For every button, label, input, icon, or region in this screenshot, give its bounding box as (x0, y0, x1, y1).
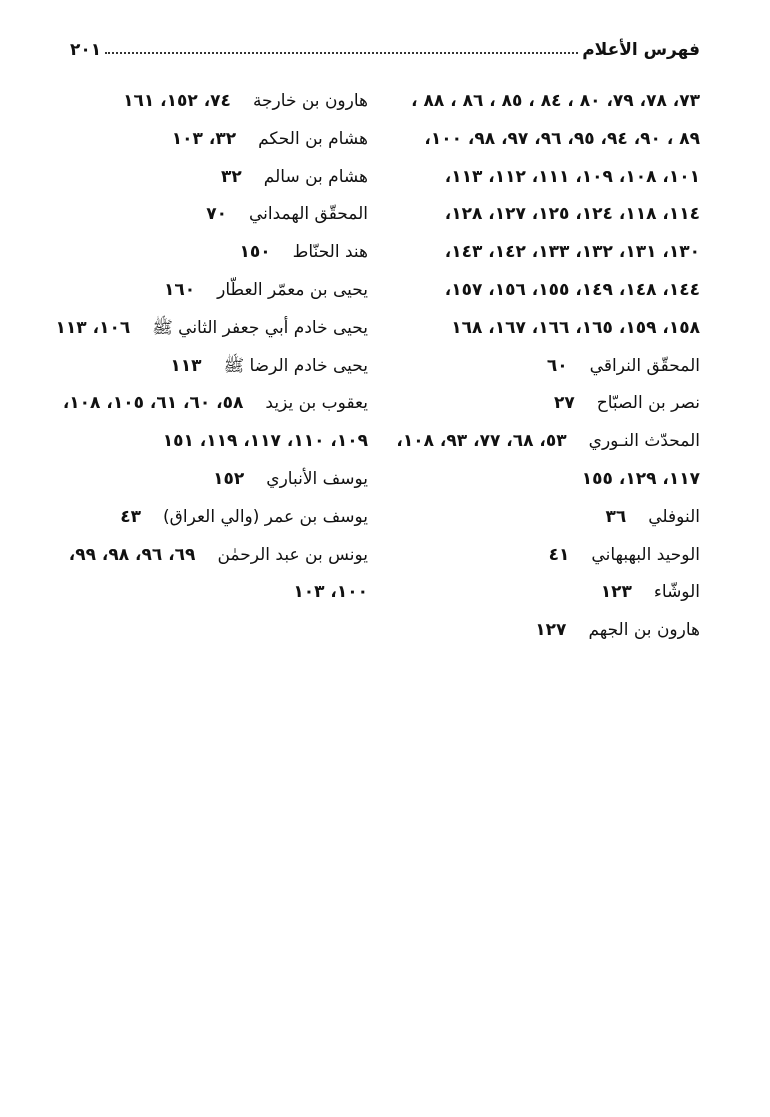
entry-name: يحيى خادم الرضا ﷺ (223, 355, 368, 376)
index-entry-continuation (370, 121, 700, 159)
entry-pages: ٤١ (548, 544, 570, 565)
entry-name: هارون بن الجهم (588, 620, 700, 641)
entry-pages: ٥٨، ٦٠، ٦١، ١٠٥، ١٠٨، (62, 393, 244, 414)
index-entry (370, 574, 700, 612)
index-entry (68, 83, 368, 121)
entry-name: نصر بن الصبّاح (596, 393, 700, 414)
entry-name: هارون بن خارجة (252, 91, 368, 111)
header-leader-dots (105, 52, 578, 54)
index-column-left (55, 83, 368, 612)
index-entry-continuation (370, 272, 700, 310)
entry-pages: ٣٢، ١٠٣ (171, 128, 237, 149)
entry-name: يوسف الأنباري (266, 468, 368, 489)
index-entry-continuation (68, 423, 368, 461)
entry-pages: ١٠٩، ١١٠، ١١٧، ١١٩، ١٥١ (162, 431, 368, 452)
entry-pages: ١١٧، ١٢٩، ١٥٥ (581, 468, 700, 489)
entry-pages: ٧٣، ٧٨، ٧٩، ٨٠ ، ٨٤ ، ٨٥ ، ٨٦ ، ٨٨ ، (411, 91, 700, 111)
index-entry (68, 196, 368, 234)
index-entry (370, 612, 700, 650)
index-entry (370, 348, 700, 386)
index-entry (370, 385, 700, 423)
entry-pages: ١٤٤، ١٤٨، ١٤٩، ١٥٥، ١٥٦، ١٥٧، (444, 279, 700, 300)
entry-name: المحقّق الهمداني (249, 204, 368, 225)
index-entry (68, 272, 368, 310)
entry-name: هشام بن سالم (263, 166, 368, 187)
index-entry (68, 499, 368, 537)
entry-name: المحدّث النـوري (588, 431, 700, 452)
entry-name: يحيى خادم أبي جعفر الثاني ﷺ (152, 317, 368, 338)
index-entry-continuation (370, 159, 700, 197)
index-entry-continuation (68, 574, 368, 612)
entry-pages: ١٥٢ (213, 468, 245, 489)
entry-pages: ٤٣ (120, 506, 142, 527)
index-entry-continuation (370, 310, 700, 348)
entry-name: الوحيد البهبهاني (591, 544, 700, 565)
entry-name: يونس بن عبد الرحمٰن (217, 544, 368, 565)
index-entry (55, 310, 368, 348)
page-number: ٢٠١ (70, 40, 102, 60)
entry-pages: ١٢٣ (600, 582, 632, 603)
entry-pages: ١٦٠ (164, 279, 196, 300)
entry-name: المحقّق النراقي (589, 355, 700, 376)
entry-pages: ١٠١، ١٠٨، ١٠٩، ١١١، ١١٢، ١١٣، (444, 166, 700, 187)
entry-name: هند الحنّاط (292, 242, 368, 263)
index-entry (68, 159, 368, 197)
entry-name: يحيى بن معمّر العطّار (217, 279, 368, 300)
entry-pages: ٨٩ ، ٩٠، ٩٤، ٩٥، ٩٦، ٩٧، ٩٨، ١٠٠، (424, 128, 700, 149)
entry-pages: ١٥٠ (239, 242, 271, 263)
index-entry (68, 348, 368, 386)
index-entry (370, 423, 700, 461)
entry-pages: ٧٤، ١٥٢، ١٦١ (123, 91, 231, 111)
entry-pages: ٥٣، ٦٨، ٧٧، ٩٣، ١٠٨، (396, 431, 567, 452)
index-entry (68, 121, 368, 159)
entry-name: النوفلي (648, 506, 700, 527)
entry-pages: ٧٠ (206, 204, 227, 225)
index-entry (68, 234, 368, 272)
entry-name: يوسف بن عمر (والي العراق) (163, 506, 368, 527)
entry-name: الوشّاء (653, 582, 700, 603)
index-entry-continuation (370, 461, 700, 499)
index-entry (62, 385, 368, 423)
index-entry (68, 461, 368, 499)
header-title: فهرس الأعلام (582, 40, 700, 60)
index-entry (370, 537, 700, 575)
index-entry (68, 537, 368, 575)
entry-pages: ١٠٠، ١٠٣ (293, 582, 368, 603)
index-entry-continuation (370, 196, 700, 234)
entry-pages: ٢٧ (553, 393, 575, 414)
entry-pages: ١٣٠، ١٣١، ١٣٢، ١٣٣، ١٤٢، ١٤٣، (444, 242, 700, 263)
entry-pages: ١٢٧ (535, 620, 567, 641)
index-column-right (370, 83, 700, 650)
index-entry-continuation (370, 83, 700, 121)
entry-pages: ١١٤، ١١٨، ١٢٤، ١٢٥، ١٢٧، ١٢٨، (444, 204, 700, 225)
index-entry-continuation (370, 234, 700, 272)
entry-pages: ١١٣ (170, 355, 202, 376)
entry-pages: ١٠٦، ١١٣ (55, 317, 131, 338)
entry-pages: ٦٠ (546, 355, 568, 376)
index-entry (370, 499, 700, 537)
entry-pages: ٦٩، ٩٦، ٩٨، ٩٩، (68, 544, 196, 565)
entry-pages: ١٥٨، ١٥٩، ١٦٥، ١٦٦، ١٦٧، ١٦٨ (451, 317, 700, 338)
page-header (70, 30, 700, 60)
entry-pages: ٣٦ (605, 506, 627, 527)
entry-name: يعقوب بن يزيد (265, 393, 368, 414)
entry-name: هشام بن الحكم (258, 128, 368, 149)
entry-pages: ٣٢ (221, 166, 242, 187)
